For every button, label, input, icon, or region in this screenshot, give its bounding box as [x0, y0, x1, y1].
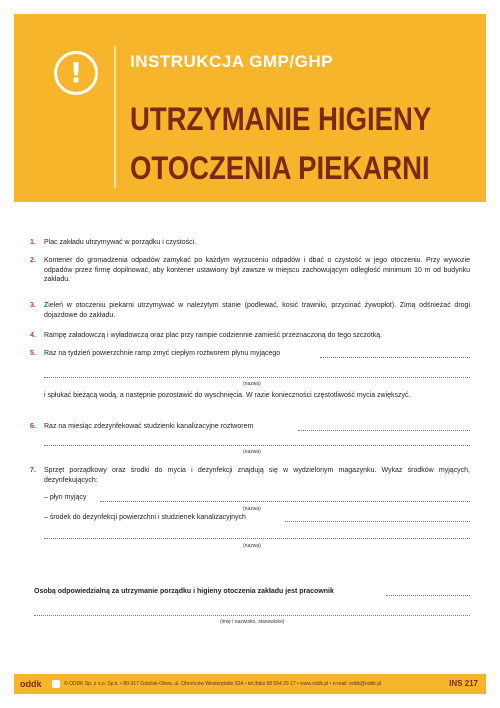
title-line-2: OTOCZENIA PIEKARNI: [130, 150, 430, 186]
fill-line[interactable]: [285, 521, 470, 522]
item-number: 6.: [30, 423, 36, 430]
item-text-continued: i spłukać bieżącą wodą, a następnie pozostawić do wyschnięcia. W razie konieczności częstotliwość mycia zwiększyć.: [44, 392, 411, 399]
fill-line[interactable]: [44, 538, 470, 539]
title-line-1: UTRZYMANIE HIGIENY: [130, 101, 432, 137]
field-caption: (nazwa): [243, 543, 261, 549]
fill-line[interactable]: [298, 430, 470, 431]
item-number: 4.: [30, 332, 36, 339]
fill-line[interactable]: [100, 501, 470, 502]
item-number: 5.: [30, 350, 36, 357]
item-number: 3.: [30, 302, 36, 309]
document-code: INS 217: [449, 679, 478, 688]
field-caption: (nazwa): [243, 449, 261, 455]
fill-line[interactable]: [44, 377, 470, 378]
exclamation-icon: !: [54, 51, 98, 95]
header-banner: [14, 14, 486, 202]
fill-line[interactable]: [44, 445, 470, 446]
item-text: Zieleń w otoczeniu piekarni utrzymywać w należytym stanie (podlewać, kosić trawniki, przycinać żywopłot). Zimą odśnieżać drogi dojazdowe do zakładu.: [44, 302, 470, 319]
footer-bar: [14, 674, 486, 694]
field-caption: (nazwa): [243, 506, 261, 512]
sub-item-label: – płyn myjący: [44, 494, 87, 501]
field-caption: (imię i nazwisko, stanowisko): [220, 619, 285, 625]
item-text: Raz na miesiąc zdezynfekować studzienki kanalizacyjne roztworem: [44, 423, 254, 430]
fill-line[interactable]: [34, 615, 470, 616]
fill-line[interactable]: [386, 595, 470, 596]
item-text: Sprzęt porządkowy oraz środki do mycia i dezynfekcji znajdują się w wydzielonym magazynku. Wykaz środków myjących, dezynfekujących:: [44, 467, 470, 484]
item-number: 7.: [30, 467, 36, 474]
responsible-text: Osobą odpowiedzialną za utrzymanie porządku i higieny otoczenia zakładu jest pracownik: [34, 588, 334, 595]
item-text: Kontener do gromadzenia odpadów zamykać po każdym wyrzuceniu odpadów i dbać o czystość w jego otoczeniu. Przy wywozie odpadów przez firmę dopilnować, aby kontener ustawiony był zawsze w miejscu zachowującym odległość minimum 10 m od budynku zakładu.: [44, 257, 470, 283]
item-text: Rampę załadowczą i wyładowczą oraz plac przy rampie codziennie zamieść przeznaczoną do tego szczotką.: [44, 332, 383, 339]
item-text: Raz na tydzień powierzchnie ramp zmyć ciepłym roztworem płynu myjącego: [44, 350, 281, 357]
footer-contact: © ODDK Sp. z o.o. Sp.k. • 80-317 Gdańsk-Oliwa, ul. Obrońców Westerplatte 32A • tel./faks 58 554 29 17 • www.oddk.pl • e-mail: oddk@oddk.pl: [64, 681, 382, 687]
field-caption: (nazwa): [243, 381, 261, 387]
item-text: Plac zakładu utrzymywać w porządku i czystości.: [44, 239, 197, 246]
header-divider: [114, 46, 116, 188]
header-kicker: INSTRUKCJA GMP/GHP: [130, 52, 333, 71]
item-number: 2.: [30, 257, 36, 264]
oddk-logo: oddk: [20, 679, 42, 689]
sub-item-label: – środek do dezynfekcji powierzchni i studzienek kanalizacyjnych: [44, 514, 246, 521]
logo-mark-icon: [52, 680, 60, 688]
fill-line[interactable]: [320, 357, 470, 358]
item-number: 1.: [30, 239, 36, 246]
